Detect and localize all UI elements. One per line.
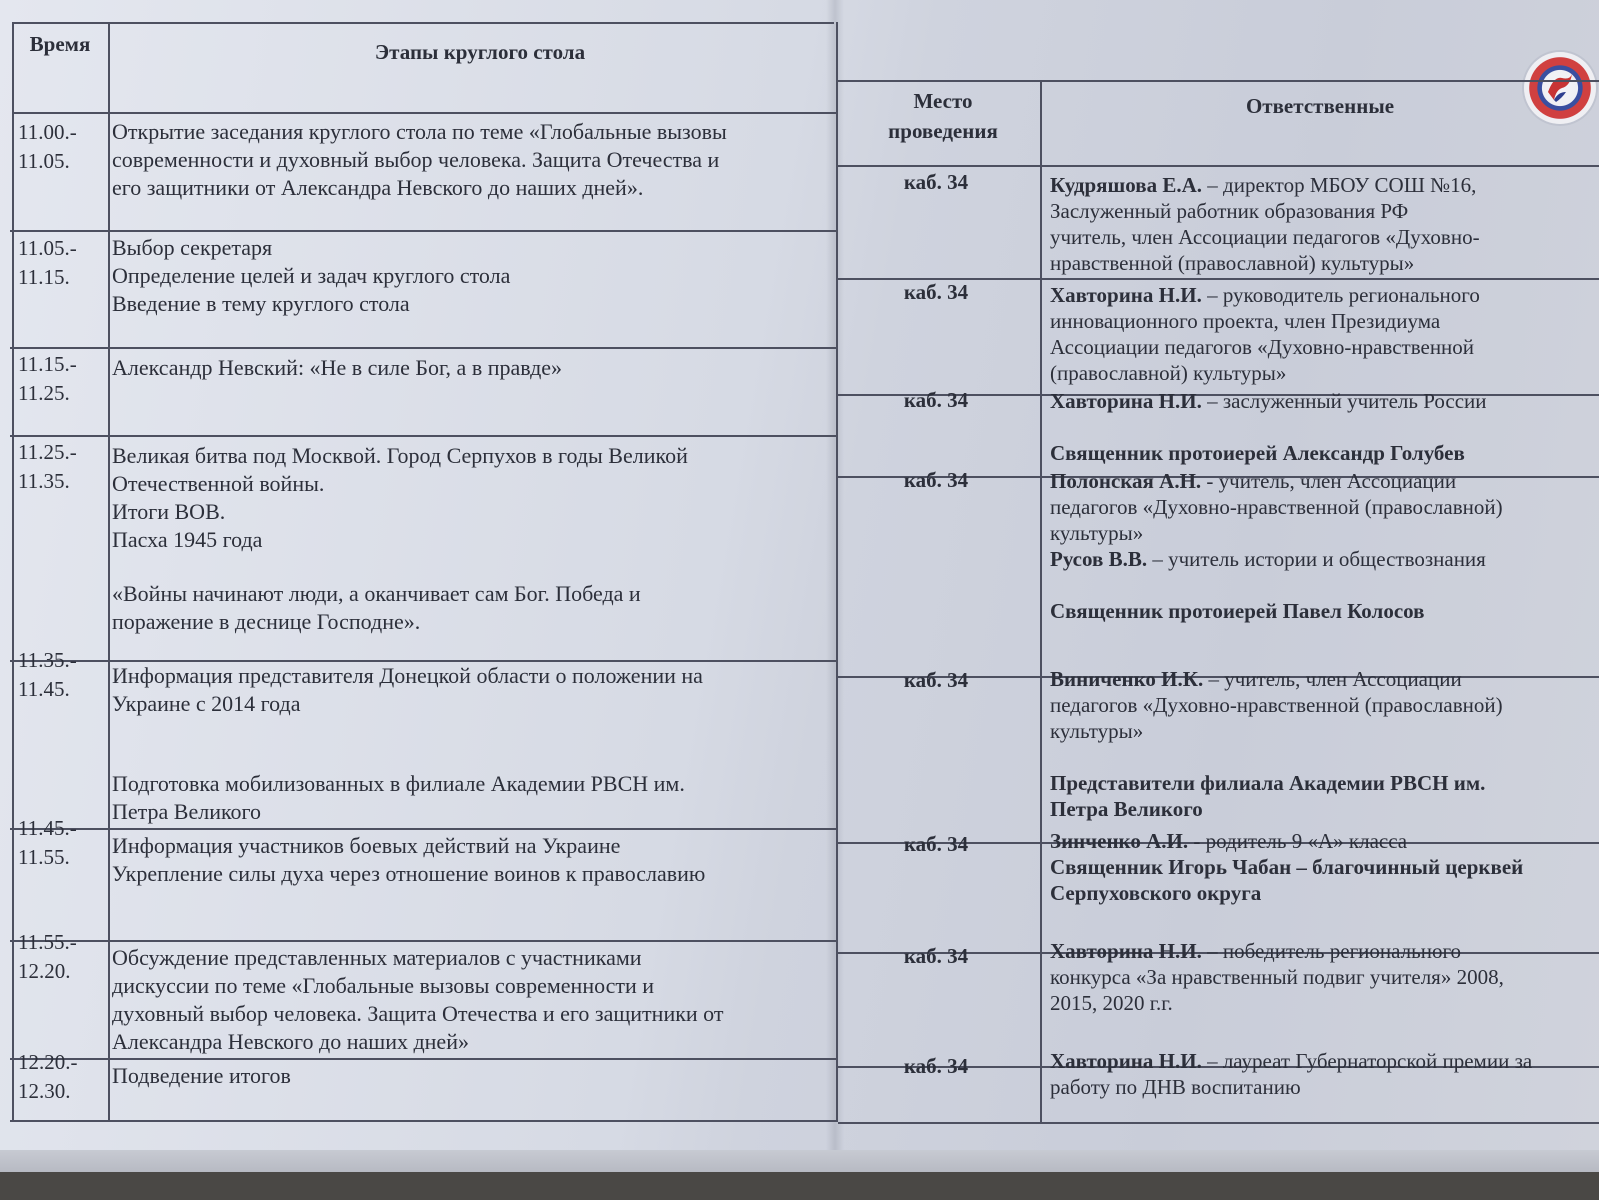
responsible-cell xyxy=(1050,666,1595,822)
responsible-line xyxy=(1050,468,1595,494)
responsible-line xyxy=(1050,1048,1595,1074)
responsible-role: педагогов «Духовно-нравственной (православной) xyxy=(1050,495,1503,519)
time-text: 11.15. xyxy=(18,265,70,289)
responsible-role: (православной) культуры» xyxy=(1050,361,1287,385)
stage-text: Отечественной войны. xyxy=(112,471,325,496)
stage-text: Великая битва под Москвой. Город Серпухов в годы Великой xyxy=(112,443,688,468)
row-divider xyxy=(10,1058,836,1060)
time-text: 11.35.- xyxy=(18,648,77,672)
stage-cell xyxy=(112,944,817,1056)
stage-cell xyxy=(112,234,817,318)
background-surface xyxy=(0,1172,1599,1200)
time-text: 11.15.- xyxy=(18,352,77,376)
row-divider xyxy=(10,828,836,830)
responsible-name: Серпуховского округа xyxy=(1050,881,1262,905)
place-cell: каб. 34 xyxy=(903,944,969,968)
responsible-role: педагогов «Духовно-нравственной (православной) xyxy=(1050,693,1503,717)
responsible-name: Зинченко А.И. xyxy=(1050,829,1189,853)
time-text: 12.20. xyxy=(18,959,71,983)
responsible-line xyxy=(1050,414,1595,440)
table-top-border-right xyxy=(838,80,1599,82)
time-cell xyxy=(18,118,106,176)
stage-text: Выбор секретаря xyxy=(112,235,273,260)
stage-text: Обсуждение представленных материалов с участниками xyxy=(112,945,642,970)
stage-cell xyxy=(112,354,817,382)
time-text: 11.25.- xyxy=(18,440,77,464)
responsible-name: Хавторина Н.И. xyxy=(1050,939,1202,963)
responsible-line xyxy=(1050,282,1595,308)
place-cell: каб. 34 xyxy=(903,832,969,856)
responsible-name: Хавторина Н.И. xyxy=(1050,283,1202,307)
time-text: 11.55.- xyxy=(18,930,77,954)
stage-text: Информация участников боевых действий на Украине xyxy=(112,833,621,858)
responsible-name: Священник Игорь Чабан – благочинный церквей xyxy=(1050,855,1524,879)
responsible-line xyxy=(1050,990,1595,1016)
header-time: Время xyxy=(29,32,91,56)
responsible-line xyxy=(1050,360,1595,386)
time-text: 12.20.- xyxy=(18,1050,78,1074)
stage-text: Александра Невского до наших дней» xyxy=(112,1029,469,1054)
responsible-line xyxy=(1050,388,1595,414)
time-text: 11.55. xyxy=(18,845,70,869)
time-text: 11.05. xyxy=(18,149,70,173)
stage-text xyxy=(112,718,817,744)
responsible-role: – руководитель регионального xyxy=(1201,283,1480,307)
responsible-role: – учитель, член Ассоциации xyxy=(1203,667,1462,691)
responsible-role: – учитель истории и обществознания xyxy=(1147,547,1486,571)
stage-text: современности и духовный выбор человека. Защита Отечества и xyxy=(112,147,720,172)
responsible-name: Петра Великого xyxy=(1050,797,1203,821)
responsible-role: конкурса «За нравственный подвиг учителя» 2008, xyxy=(1050,965,1504,989)
stage-text: Пасха 1945 года xyxy=(112,527,263,552)
stage-cell xyxy=(112,118,817,202)
responsible-role: – директор МБОУ СОШ №16, xyxy=(1202,173,1477,197)
stage-text xyxy=(112,744,817,770)
responsible-line xyxy=(1050,440,1595,466)
responsible-name: Священник протоиерей Павел Колосов xyxy=(1050,599,1425,623)
responsible-line xyxy=(1050,666,1595,692)
time-cell xyxy=(18,646,106,704)
responsible-cell xyxy=(1050,828,1595,906)
header-responsible: Ответственные xyxy=(1245,94,1395,118)
responsible-role: инновационного проекта, член Президиума xyxy=(1050,309,1441,333)
responsible-name: Хавторина Н.И. xyxy=(1050,389,1202,413)
responsible-role: культуры» xyxy=(1050,521,1144,545)
place-cell: каб. 34 xyxy=(903,1054,969,1078)
stage-text: Укрепление силы духа через отношение воинов к православию xyxy=(112,861,706,886)
responsible-name: Виниченко И.К. xyxy=(1050,667,1204,691)
stage-text: дискуссии по теме «Глобальные вызовы современности и xyxy=(112,973,655,998)
time-text: 11.35. xyxy=(18,469,70,493)
stage-text: Подготовка мобилизованных в филиале Академии РВСН им. xyxy=(112,771,685,796)
stage-text: духовный выбор человека. Защита Отечества и его защитники от xyxy=(112,1001,724,1026)
responsible-role: Заслуженный работник образования РФ xyxy=(1050,199,1409,223)
stage-text xyxy=(112,554,817,580)
time-cell xyxy=(18,438,106,496)
time-cell xyxy=(18,350,106,408)
column-divider xyxy=(12,22,14,1122)
responsible-role: Ассоциации педагогов «Духовно-нравственной xyxy=(1050,335,1475,359)
responsible-line xyxy=(1050,546,1595,572)
responsible-line xyxy=(1050,796,1595,822)
paper-edge xyxy=(0,1150,1599,1172)
row-divider xyxy=(10,435,836,437)
stage-cell xyxy=(112,832,817,888)
time-text: 11.45.- xyxy=(18,816,77,840)
responsible-role: учитель, член Ассоциации педагогов «Духовно- xyxy=(1050,225,1480,249)
time-text: 12.30. xyxy=(18,1079,71,1103)
responsible-line xyxy=(1050,172,1595,198)
responsible-role: нравственной (православной) культуры» xyxy=(1050,251,1415,275)
stage-text: Информация представителя Донецкой области о положении на xyxy=(112,663,703,688)
responsible-cell xyxy=(1050,468,1595,624)
stage-cell xyxy=(112,662,817,826)
responsible-line xyxy=(1050,854,1595,880)
row-divider xyxy=(10,347,836,349)
responsible-role: – заслуженный учитель России xyxy=(1201,389,1487,413)
place-cell: каб. 34 xyxy=(903,280,969,304)
responsible-cell xyxy=(1050,1048,1595,1100)
column-divider xyxy=(836,22,838,1122)
responsible-line xyxy=(1050,308,1595,334)
responsible-name: Русов В.В. xyxy=(1050,547,1148,571)
responsible-cell xyxy=(1050,388,1595,466)
responsible-role: - учитель, член Ассоциации xyxy=(1201,469,1457,493)
column-divider xyxy=(1040,80,1042,1124)
responsible-line xyxy=(1050,494,1595,520)
stage-text: его защитники от Александра Невского до наших дней». xyxy=(112,175,644,200)
responsible-line xyxy=(1050,334,1595,360)
stage-text: Александр Невский: «Не в силе Бог, а в правде» xyxy=(112,355,563,380)
responsible-line xyxy=(1050,880,1595,906)
stage-cell xyxy=(112,1062,817,1090)
responsible-role: – лауреат Губернаторской премии за xyxy=(1201,1049,1533,1073)
responsible-line xyxy=(1050,692,1595,718)
responsible-cell xyxy=(1050,938,1595,1016)
stage-text: Подведение итогов xyxy=(112,1063,291,1088)
place-cell: каб. 34 xyxy=(903,170,969,194)
column-divider xyxy=(108,22,110,1122)
responsible-line xyxy=(1050,224,1595,250)
responsible-line xyxy=(1050,520,1595,546)
responsible-line xyxy=(1050,1074,1595,1100)
row-divider xyxy=(10,230,836,232)
responsible-cell xyxy=(1050,172,1595,276)
time-cell xyxy=(18,814,106,872)
responsible-role: 2015, 2020 г.г. xyxy=(1050,991,1173,1015)
row-divider xyxy=(838,1122,1599,1124)
stage-text: Петра Великого xyxy=(112,799,262,824)
header-divider-left xyxy=(12,112,838,114)
responsible-line xyxy=(1050,198,1595,224)
responsible-name: Полонская А.Н. xyxy=(1050,469,1202,493)
responsible-role: работу по ДНВ воспитанию xyxy=(1050,1075,1301,1099)
stage-text: поражение в деснице Господне». xyxy=(112,609,421,634)
responsible-line xyxy=(1050,718,1595,744)
place-cell: каб. 34 xyxy=(903,388,969,412)
page-fold xyxy=(826,0,844,1172)
stage-text: Украине с 2014 года xyxy=(112,691,301,716)
responsible-role: культуры» xyxy=(1050,719,1144,743)
time-cell xyxy=(18,1048,106,1106)
time-text: 11.00.- xyxy=(18,120,77,144)
responsible-name: Кудряшова Е.А. xyxy=(1050,173,1203,197)
responsible-line xyxy=(1050,770,1595,796)
stage-text: Открытие заседания круглого стола по теме «Глобальные вызовы xyxy=(112,119,727,144)
table-top-border xyxy=(12,22,834,24)
responsible-role: - родитель 9 «А» класса xyxy=(1188,829,1408,853)
responsible-line xyxy=(1050,598,1595,624)
responsible-line xyxy=(1050,938,1595,964)
responsible-name: Хавторина Н.И. xyxy=(1050,1049,1202,1073)
place-cell: каб. 34 xyxy=(903,668,969,692)
time-cell xyxy=(18,234,106,292)
responsible-name: Священник протоиерей Александр Голубев xyxy=(1050,441,1465,465)
time-cell xyxy=(18,928,106,986)
time-text: 11.45. xyxy=(18,677,70,701)
responsible-role: – победитель регионального xyxy=(1201,939,1462,963)
place-cell: каб. 34 xyxy=(903,468,969,492)
row-divider xyxy=(10,940,836,942)
responsible-cell xyxy=(1050,282,1595,386)
header-divider-right xyxy=(838,165,1599,167)
header-stages: Этапы круглого стола xyxy=(374,40,586,64)
responsible-line xyxy=(1050,250,1595,276)
stage-text: «Войны начинают люди, а оканчивает сам Бог. Победа и xyxy=(112,581,641,606)
row-divider xyxy=(10,1120,836,1122)
header-place: Место проведения xyxy=(888,89,998,143)
responsible-line xyxy=(1050,828,1595,854)
time-text: 11.05.- xyxy=(18,236,77,260)
responsible-line xyxy=(1050,744,1595,770)
stage-text: Введение в тему круглого стола xyxy=(112,291,410,316)
stage-text: Итоги ВОВ. xyxy=(112,499,226,524)
stage-text: Определение целей и задач круглого стола xyxy=(112,263,511,288)
responsible-line xyxy=(1050,964,1595,990)
responsible-line xyxy=(1050,572,1595,598)
responsible-name: Представители филиала Академии РВСН им. xyxy=(1050,771,1486,795)
time-text: 11.25. xyxy=(18,381,70,405)
stage-cell xyxy=(112,442,817,636)
